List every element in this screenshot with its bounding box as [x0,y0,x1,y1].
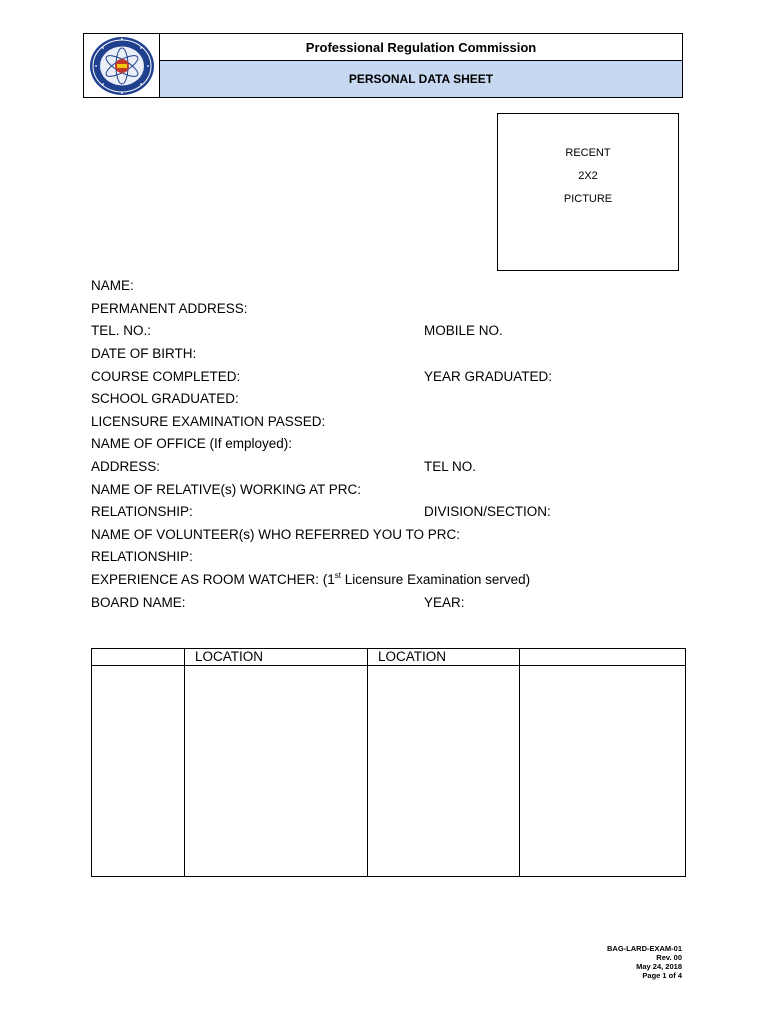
field-row-volunteer [91,527,460,542]
sheet-title: PERSONAL DATA SHEET [160,61,682,97]
location-table-cell[interactable] [185,666,368,877]
prc-seal-icon [88,35,156,97]
field-row-experience [91,572,530,587]
name-label: NAME: [91,278,134,293]
location-table-header-location-1: LOCATION [185,649,368,666]
permanent-address-label: PERMANENT ADDRESS: [91,301,248,316]
field-row-relationship-2 [91,549,193,564]
location-table-cell[interactable] [92,666,185,877]
school-graduated-label: SCHOOL GRADUATED: [91,391,239,406]
location-table-cell[interactable] [368,666,520,877]
year-graduated-label: YEAR GRADUATED: [424,369,553,384]
photo-box-line-picture: PICTURE [563,193,613,205]
volunteer-referred-label: NAME OF VOLUNTEER(s) WHO REFERRED YOU TO PRC: [91,527,461,542]
volunteer-relationship-label: RELATIONSHIP: [91,549,193,564]
location-table-header-location-2: LOCATION [368,649,520,666]
photo-box [497,113,679,271]
date-of-birth-label: DATE OF BIRTH: [91,346,197,361]
revision: Rev. 00 [656,953,682,962]
address-label: ADDRESS: [91,459,161,474]
course-completed-label: COURSE COMPLETED: [91,369,241,384]
location-table-cell[interactable] [520,666,686,877]
photo-box-line-recent: RECENT [565,147,611,159]
field-row-licensure [91,414,325,429]
relationship-label: RELATIONSHIP: [91,504,193,519]
location-table-header-cell [520,649,686,666]
field-row-relative [91,482,361,497]
org-name: Professional Regulation Commission [160,34,682,61]
photo-box-line-size: 2X2 [578,170,598,182]
field-row-relationship-division [91,504,551,519]
page-number: Page 1 of 4 [642,971,682,980]
experience-label-suffix: Licensure Examination served) [341,572,531,587]
field-row-board [91,595,465,610]
field-row-name [91,278,134,293]
licensure-exam-label: LICENSURE EXAMINATION PASSED: [91,414,326,429]
mobile-no-label: MOBILE NO. [424,323,503,338]
revision-date: May 24, 2018 [636,962,682,971]
board-year-label: YEAR: [424,595,465,610]
location-table-header-cell [92,649,185,666]
office-tel-no-label: TEL NO. [424,459,477,474]
field-row-school [91,391,239,406]
document-footer [560,944,682,980]
location-table-row [92,666,686,877]
field-row-permanent-address [91,301,248,316]
field-row-date-of-birth [91,346,196,361]
relative-at-prc-label: NAME OF RELATIVE(s) WORKING AT PRC: [91,482,362,497]
doc-code: BAG-LARD-EXAM-01 [607,944,682,953]
experience-label-prefix: EXPERIENCE AS ROOM WATCHER: (1 [91,572,335,587]
logo-cell [84,34,160,97]
document-header [83,33,683,98]
board-name-label: BOARD NAME: [91,595,186,610]
location-table-header-row [92,649,686,666]
experience-label-superscript: st [334,571,342,580]
tel-no-label: TEL. NO.: [91,323,152,338]
field-row-tel [91,323,503,338]
division-section-label: DIVISION/SECTION: [424,504,551,519]
header-title-area [160,34,682,97]
location-table [91,648,686,877]
field-row-office [91,436,292,451]
field-row-address [91,459,477,474]
name-of-office-label: NAME OF OFFICE (If employed): [91,436,293,451]
field-row-course [91,369,553,384]
